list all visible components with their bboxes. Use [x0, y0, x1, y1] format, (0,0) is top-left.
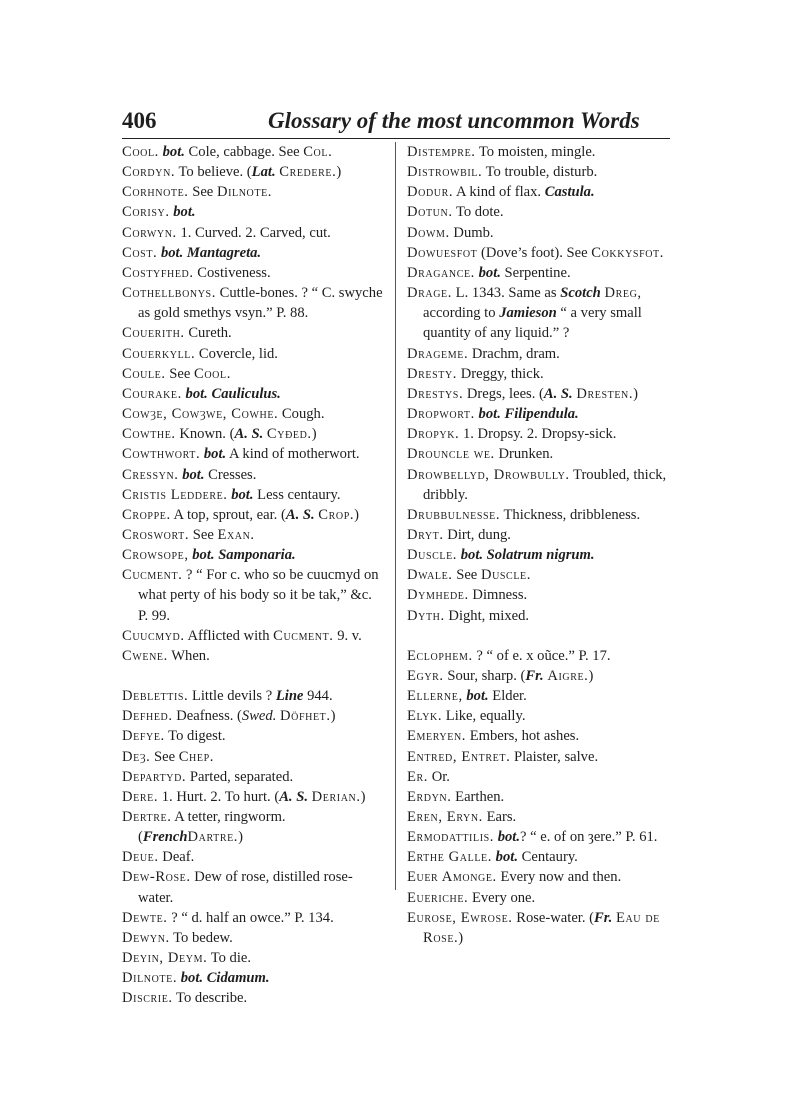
entry-text: bot.	[478, 264, 501, 281]
entry-text: To describe.	[172, 990, 248, 1007]
glossary-entry	[122, 726, 384, 746]
entry-text: A tetter, ringworm. (	[138, 809, 286, 846]
glossary-entry	[407, 162, 683, 182]
glossary-entry	[407, 888, 683, 908]
entry-text: )	[633, 385, 638, 402]
glossary-entry	[407, 545, 683, 565]
column-divider	[395, 142, 396, 890]
glossary-entry	[407, 706, 683, 726]
entry-text: bot.	[180, 970, 204, 987]
entry-text: Drachm, dram.	[468, 345, 560, 362]
entry-text: Plaister, salve.	[510, 748, 599, 765]
entry-text: Fr.	[594, 909, 613, 926]
headword: Dwale.	[407, 567, 453, 584]
entry-text: A. S.	[285, 506, 315, 523]
entry-text: bot.	[182, 466, 205, 483]
entry-text: bot.	[495, 849, 518, 866]
headword: Deue.	[122, 849, 159, 866]
headword: Cucment.	[122, 567, 183, 584]
headword: Croppe.	[122, 506, 171, 523]
glossary-entry	[122, 364, 384, 384]
entry-text: To bedew.	[169, 929, 233, 946]
headword: Eau de Rose.	[423, 909, 660, 946]
headword: Discrie.	[122, 990, 173, 1007]
entry-text: Deafness. (	[172, 708, 242, 725]
entry-text: See	[165, 365, 195, 382]
entry-text: Covercle, lid.	[195, 345, 278, 362]
headword: Dymhede.	[407, 587, 469, 604]
headword: Dewyn.	[122, 929, 170, 946]
entry-text: Serpentine.	[500, 264, 571, 281]
headword: Dresty.	[407, 365, 458, 382]
entry-text: bot.	[203, 446, 227, 463]
headword: Cwene.	[122, 647, 168, 664]
headword: Cool.	[194, 365, 231, 382]
entry-text: Less centaury.	[253, 486, 341, 503]
headword: Cost.	[122, 244, 158, 261]
headword: Cordyn.	[122, 164, 176, 181]
headword: Cowthe.	[122, 426, 176, 443]
entry-text: Fr.	[525, 667, 544, 684]
entry-text: “ a very small quantity of any liquid.” ?	[423, 305, 642, 342]
headword: Dresten.	[576, 385, 634, 402]
entry-text: Like, equally.	[442, 708, 526, 725]
glossary-entry	[122, 344, 384, 364]
glossary-entry	[122, 162, 384, 182]
entry-text: bot.	[185, 385, 208, 402]
glossary-entry	[122, 626, 384, 646]
entry-text: Cuttle-bones. ? “ C. swyche as gold smethys vsyn.” P. 88.	[138, 285, 383, 322]
glossary-entry	[407, 767, 683, 787]
glossary-entry	[122, 968, 384, 988]
headword: Distrowbil.	[407, 164, 483, 181]
headword: Dowuesfot	[407, 244, 478, 261]
headword: Erthe Galle.	[407, 849, 493, 866]
headword: Duscle.	[407, 547, 458, 564]
headword: Col.	[303, 144, 333, 160]
entry-text: Every now and then.	[496, 869, 622, 886]
entry-text: Thickness, dribbleness.	[500, 506, 641, 523]
entry-text: Embers, hot ashes.	[466, 728, 580, 745]
glossary-entry	[122, 424, 384, 444]
entry-text: A kind of motherwort.	[226, 446, 360, 463]
glossary-entry	[407, 424, 683, 444]
entry-text: Dreggy, thick.	[457, 365, 544, 382]
glossary-entry	[407, 726, 683, 746]
entry-text: See	[150, 748, 179, 765]
glossary-entry	[122, 202, 384, 222]
headword: Cokkysfot.	[591, 244, 665, 261]
glossary-entry	[407, 142, 683, 162]
entry-text: A. S.	[234, 426, 264, 443]
entry-text: See	[452, 567, 481, 584]
entry-text: )	[354, 506, 360, 523]
headword: Dropwort.	[407, 406, 475, 423]
headword: Aigre.	[547, 667, 589, 684]
headword: Coule.	[122, 365, 166, 382]
headword: Dotun.	[407, 204, 453, 221]
entry-text: Dirt, dung.	[443, 526, 511, 543]
entry-text: bot.	[497, 829, 520, 846]
entry-text: Or.	[428, 768, 450, 785]
entry-text: according to	[423, 305, 500, 322]
headword: Drestys.	[407, 385, 464, 402]
entry-text: Solatrum nigrum.	[486, 547, 595, 564]
entry-text: 1. Dropsy. 2. Dropsy-sick.	[459, 426, 617, 443]
glossary-entry	[407, 243, 683, 263]
glossary-entry	[407, 827, 683, 847]
entry-text: 944.	[303, 688, 333, 705]
glossary-entry	[407, 223, 683, 243]
entry-text: Afflicted with	[184, 627, 274, 644]
headword: Deblettis.	[122, 688, 189, 705]
glossary-entry	[407, 384, 683, 404]
glossary-entry	[407, 444, 683, 464]
entry-text: Rose-water. (	[512, 909, 595, 926]
headword: Cressyn.	[122, 466, 179, 483]
headword: Dilnote.	[216, 184, 273, 201]
glossary-entry	[407, 283, 683, 343]
headword: Dere.	[122, 788, 159, 805]
glossary-entry	[122, 948, 384, 968]
glossary-entry	[407, 747, 683, 767]
glossary-entry	[122, 767, 384, 787]
glossary-column-left	[122, 142, 384, 1009]
entry-text: Dight, mixed.	[444, 607, 530, 624]
entry-text: To die.	[207, 950, 252, 967]
entry-text: Line	[275, 688, 304, 705]
entry-text: French	[142, 829, 188, 846]
entry-text: 9. v.	[333, 627, 362, 644]
headword: Dowm.	[407, 224, 450, 241]
headword: Duscle.	[480, 567, 531, 584]
glossary-entry	[407, 263, 683, 283]
entry-text: Cough.	[278, 406, 325, 423]
headword: Cowthwort.	[122, 446, 201, 463]
headword: Dodur.	[407, 184, 454, 201]
entry-text: bot.	[478, 406, 501, 423]
headword: Couerith.	[122, 325, 185, 342]
entry-text: To digest.	[164, 728, 226, 745]
glossary-entry	[407, 404, 683, 424]
entry-text: Cidamum.	[206, 970, 270, 987]
entry-text: )	[360, 788, 366, 805]
entry-text: bot.	[192, 547, 215, 564]
headword: Drouncle we.	[407, 446, 495, 463]
headword: Corwyn.	[122, 224, 177, 241]
headword: Costyfhed.	[122, 264, 194, 281]
glossary-entry	[407, 344, 683, 364]
entry-text: Scotch	[560, 285, 601, 302]
headword: Dryt.	[407, 526, 444, 543]
entry-text: ? “ For c. who so be cuucmyd on what perty of his body so it be tak,” &c. P. 99.	[138, 567, 379, 624]
glossary-entry	[122, 988, 384, 1008]
glossary-entry	[407, 847, 683, 867]
headword: Elyk.	[407, 708, 443, 725]
headword: Eclophem.	[407, 647, 473, 664]
headword: Cucment.	[273, 627, 334, 644]
headword: Entred, Entret.	[407, 748, 511, 765]
headword: Defhed.	[122, 708, 173, 725]
entry-text: Centaury.	[517, 849, 578, 866]
entry-text: bot.	[460, 547, 484, 564]
entry-text: A top, sprout, ear. (	[170, 506, 286, 523]
glossary-entry	[122, 525, 384, 545]
glossary-entry	[407, 646, 683, 666]
headword: Chep.	[178, 748, 214, 765]
headword: Ellerne,	[407, 688, 463, 705]
glossary-entry	[407, 867, 683, 887]
glossary-entry	[407, 565, 683, 585]
headword: Dragance.	[407, 264, 475, 281]
glossary-entry	[407, 666, 683, 686]
headword: Egyr.	[407, 667, 444, 684]
entry-text: )	[330, 708, 336, 725]
entry-text: Cauliculus.	[211, 385, 281, 402]
entry-text: Cresses.	[204, 466, 257, 483]
entry-text: Ears.	[482, 809, 517, 825]
entry-text: Earthen.	[451, 788, 505, 805]
section-gap	[122, 666, 384, 686]
glossary-entry	[407, 364, 683, 384]
headword: Dewte.	[122, 909, 168, 926]
headword: Crop.	[318, 506, 355, 523]
headword: Corisy.	[122, 204, 170, 221]
glossary-entry	[122, 928, 384, 948]
headword: Eurose, Ewrose.	[407, 909, 513, 926]
glossary-column-right	[407, 142, 683, 948]
glossary-entry	[122, 747, 384, 767]
glossary-entry	[122, 465, 384, 485]
entry-text: Drunken.	[494, 446, 554, 463]
headword: Ermodattilis.	[407, 829, 495, 846]
entry-text: (Dove’s foot). See	[477, 244, 592, 261]
headword: Dew-Rose.	[122, 869, 191, 886]
glossary-entry	[122, 847, 384, 867]
entry-text: Parted, separated.	[186, 768, 294, 785]
headword: Dropyk.	[407, 426, 460, 443]
headword: Euer Amonge.	[407, 869, 497, 886]
running-head: Glossary of the most uncommon Words	[268, 108, 640, 133]
glossary-entry	[407, 505, 683, 525]
glossary-entry	[122, 142, 384, 162]
entry-text: To moisten, mingle.	[475, 144, 596, 160]
entry-text: Dimness.	[468, 587, 528, 604]
entry-text: Cureth.	[184, 325, 232, 342]
headword: Departyd.	[122, 768, 187, 785]
headword: Cristis Leddere.	[122, 486, 228, 503]
headword: Couerkyll.	[122, 345, 196, 362]
glossary-entry	[122, 243, 384, 263]
glossary-entry	[122, 263, 384, 283]
entry-text: Samponaria.	[218, 547, 296, 564]
entry-text: bot.	[466, 688, 489, 705]
entry-text: Jamieson	[499, 305, 557, 322]
entry-text: Dew of rose, distilled rose-water.	[138, 869, 353, 906]
glossary-entry	[407, 182, 683, 202]
glossary-entry	[122, 182, 384, 202]
entry-text: To dote.	[452, 204, 504, 221]
glossary-entry	[122, 545, 384, 565]
glossary-entry	[407, 465, 683, 505]
glossary-entry	[407, 686, 683, 706]
entry-text: bot.	[173, 204, 196, 221]
glossary-entry	[122, 505, 384, 525]
entry-text: See	[188, 184, 217, 201]
headword: Corhnote.	[122, 184, 189, 201]
headword: Döfhet.	[280, 708, 331, 725]
entry-text: Little devils ?	[188, 688, 276, 705]
glossary-entry	[122, 867, 384, 907]
entry-text: See	[189, 526, 218, 543]
headword: Cowȝe, Cowȝwe, Cowhe.	[122, 406, 279, 423]
glossary-entry	[122, 807, 384, 847]
entry-text: Filipendula.	[504, 406, 579, 423]
headword: Drageme.	[407, 345, 469, 362]
headword: Eren, Eryn.	[407, 809, 483, 825]
headword: Eueriche.	[407, 889, 469, 906]
entry-text: Mantagreta.	[186, 244, 262, 261]
headword: Emeryen.	[407, 728, 467, 745]
entry-text: To believe. (	[175, 164, 252, 181]
glossary-entry	[407, 807, 683, 827]
headword: Derian.	[311, 788, 361, 805]
entry-text: bot.	[231, 486, 254, 503]
glossary-entry	[407, 585, 683, 605]
headword: Dartre.	[187, 829, 239, 846]
entry-text: Known. (	[175, 426, 235, 443]
headword: Deȝ.	[122, 748, 151, 765]
headword: Dertre.	[122, 809, 172, 825]
headword: Exan.	[217, 526, 255, 543]
glossary-entry	[407, 525, 683, 545]
glossary-entry	[122, 384, 384, 404]
headword: Er.	[407, 768, 429, 785]
entry-text: ? “ d. half an owce.” P. 134.	[167, 909, 334, 926]
entry-text: L. 1343. Same as	[452, 285, 561, 302]
glossary-entry	[122, 283, 384, 323]
headword: Croswort.	[122, 526, 190, 543]
entry-text: A. S.	[279, 788, 308, 805]
entry-text: A kind of flax.	[453, 184, 545, 201]
headword: Deyin, Deym.	[122, 950, 208, 967]
entry-text: Lat.	[251, 164, 276, 181]
entry-text: Troubled, thick, dribbly.	[423, 466, 667, 503]
entry-text: Dregs, lees. (	[463, 385, 544, 402]
glossary-entry	[122, 485, 384, 505]
entry-text: ? “ e. of on ȝere.” P. 61.	[519, 829, 658, 846]
entry-text: When.	[167, 647, 210, 664]
glossary-entry	[122, 565, 384, 625]
headword: Dyth.	[407, 607, 445, 624]
glossary-entry	[407, 606, 683, 626]
glossary-entry	[122, 646, 384, 666]
headword: Courake.	[122, 385, 182, 402]
entry-text: )	[588, 667, 594, 684]
entry-text: ? “ of e. x oũce.” P. 17.	[472, 647, 611, 664]
entry-text: To trouble, disturb.	[482, 164, 598, 181]
glossary-entry	[122, 444, 384, 464]
headword: Cool.	[122, 144, 159, 160]
glossary-entry	[122, 404, 384, 424]
glossary-entry	[122, 323, 384, 343]
entry-text: Every one.	[468, 889, 536, 906]
headword: Drowbellyd, Drowbully.	[407, 466, 570, 483]
entry-text: bot.	[162, 144, 185, 160]
entry-text: Elder.	[488, 688, 527, 705]
glossary-entry	[407, 202, 683, 222]
entry-text: )	[336, 164, 342, 181]
glossary-entry	[407, 908, 683, 948]
entry-text: Sour, sharp. (	[443, 667, 526, 684]
headword: Cothellbonys.	[122, 285, 216, 302]
page-header	[122, 108, 670, 139]
headword: Erdyn.	[407, 788, 452, 805]
entry-text: 1. Hurt. 2. To hurt. (	[158, 788, 280, 805]
entry-text: Cole, cabbage. See	[184, 144, 304, 160]
page-number: 406	[122, 108, 157, 133]
headword: Defye.	[122, 728, 165, 745]
headword: Drage.	[407, 285, 453, 302]
headword: Cuucmyd.	[122, 627, 185, 644]
headword: Distempre.	[407, 144, 476, 160]
entry-text: Costiveness.	[193, 264, 271, 281]
headword: Crowsope,	[122, 547, 189, 564]
entry-text: 1. Curved. 2. Carved, cut.	[176, 224, 331, 241]
section-gap	[407, 626, 683, 646]
entry-text: bot.	[160, 244, 184, 261]
headword: Dreg,	[604, 285, 642, 302]
entry-text: Dumb.	[449, 224, 494, 241]
entry-text: Deaf.	[158, 849, 195, 866]
entry-text: )	[458, 929, 464, 946]
headword: Dilnote.	[122, 970, 178, 987]
glossary-entry	[122, 223, 384, 243]
entry-text: )	[238, 829, 243, 846]
entry-text: A. S.	[543, 385, 573, 402]
headword: Drubbulnesse.	[407, 506, 501, 523]
glossary-entry	[122, 686, 384, 706]
glossary-entry	[122, 706, 384, 726]
entry-text: Swed.	[241, 708, 277, 725]
headword: Credere.	[279, 164, 337, 181]
entry-text: )	[311, 426, 317, 443]
entry-text: Castula.	[544, 184, 595, 201]
glossary-entry	[407, 787, 683, 807]
glossary-entry	[122, 908, 384, 928]
headword: Cyðed.	[266, 426, 312, 443]
glossary-entry	[122, 787, 384, 807]
